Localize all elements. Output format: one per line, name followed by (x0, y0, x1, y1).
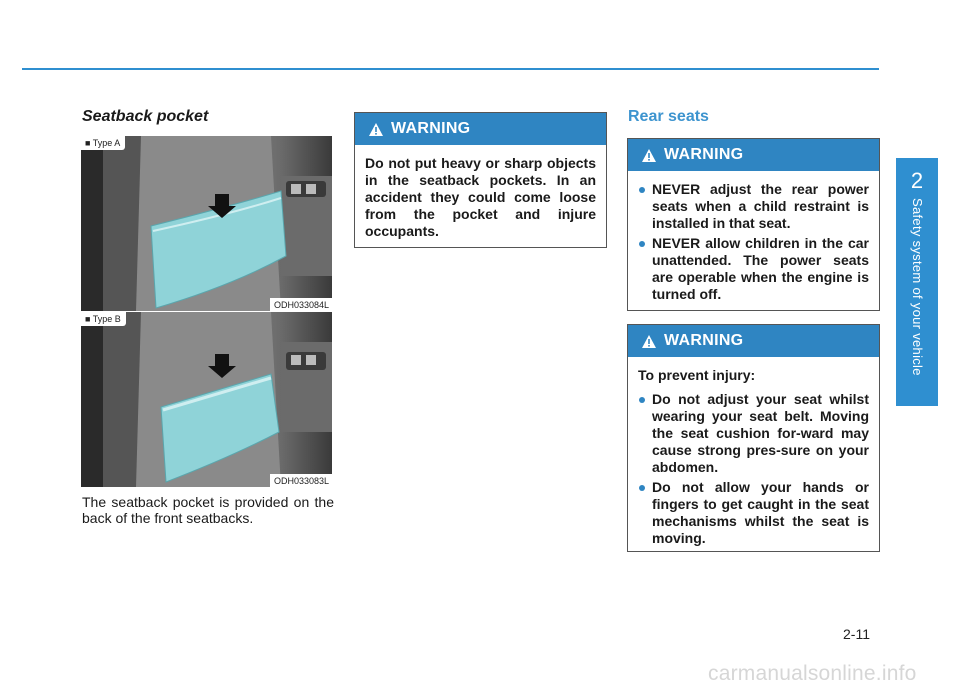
type-a-label: ■ Type A (81, 136, 125, 150)
page-number: 2-11 (843, 626, 870, 642)
warning-heading: WARNING (664, 146, 744, 163)
photo-b-code: ODH033083L (270, 474, 332, 487)
photo-a-code: ODH033084L (270, 298, 332, 311)
warning-list-item: Do not adjust your seat whilst wearing your seat belt. Moving the seat cushion for-ward may cause strong pres-sure on your abdomen. (638, 391, 869, 476)
warning-body (628, 171, 879, 316)
warning-header (628, 139, 879, 171)
watermark: carmanualsonline.info (708, 662, 917, 685)
top-rule (22, 68, 879, 70)
down-arrow-icon (81, 136, 332, 311)
warning-list-item: Do not allow your hands or fingers to get caught in the seat mechanisms whilst the seat is moving. (638, 479, 869, 547)
chapter-title: Safety system of your vehicle (910, 198, 925, 376)
chapter-number: 2 (910, 168, 924, 193)
chapter-tab (896, 158, 938, 406)
warning-list-item: NEVER adjust the rear power seats when a child restraint is installed in that seat. (638, 181, 869, 232)
warning-heading: WARNING (391, 120, 471, 137)
warning-header (628, 325, 879, 357)
warning-triangle-icon (369, 123, 383, 136)
warning-triangle-icon (642, 149, 656, 162)
warning-list-item: NEVER allow children in the car unattended. The power seats are operable when the engine is turned off. (638, 235, 869, 303)
warning-list (638, 391, 869, 547)
seatback-photo-type-a (81, 136, 332, 311)
warning-body (355, 145, 606, 250)
down-arrow-icon (81, 312, 332, 487)
warning-header (355, 113, 606, 145)
warning-intro: To prevent injury: (638, 367, 756, 383)
warning-heading: WARNING (664, 332, 744, 349)
seatback-description: The seatback pocket is provided on the back of the front seatbacks. (82, 494, 334, 526)
warning-box-injury (627, 324, 880, 552)
warning-body (628, 357, 879, 560)
rear-seats-title: Rear seats (628, 108, 709, 125)
warning-triangle-icon (642, 335, 656, 348)
warning-box-rear-power (627, 138, 880, 311)
seatback-pocket-title: Seatback pocket (82, 108, 209, 125)
seatback-photo-type-b (81, 312, 332, 487)
warning-list (638, 181, 869, 303)
type-b-label: ■ Type B (81, 312, 126, 326)
warning-box-seatback (354, 112, 607, 248)
warning-text: Do not put heavy or sharp objects in the seatback pockets. In an accident they could come loose from the pocket and injure occupants. (365, 155, 596, 239)
